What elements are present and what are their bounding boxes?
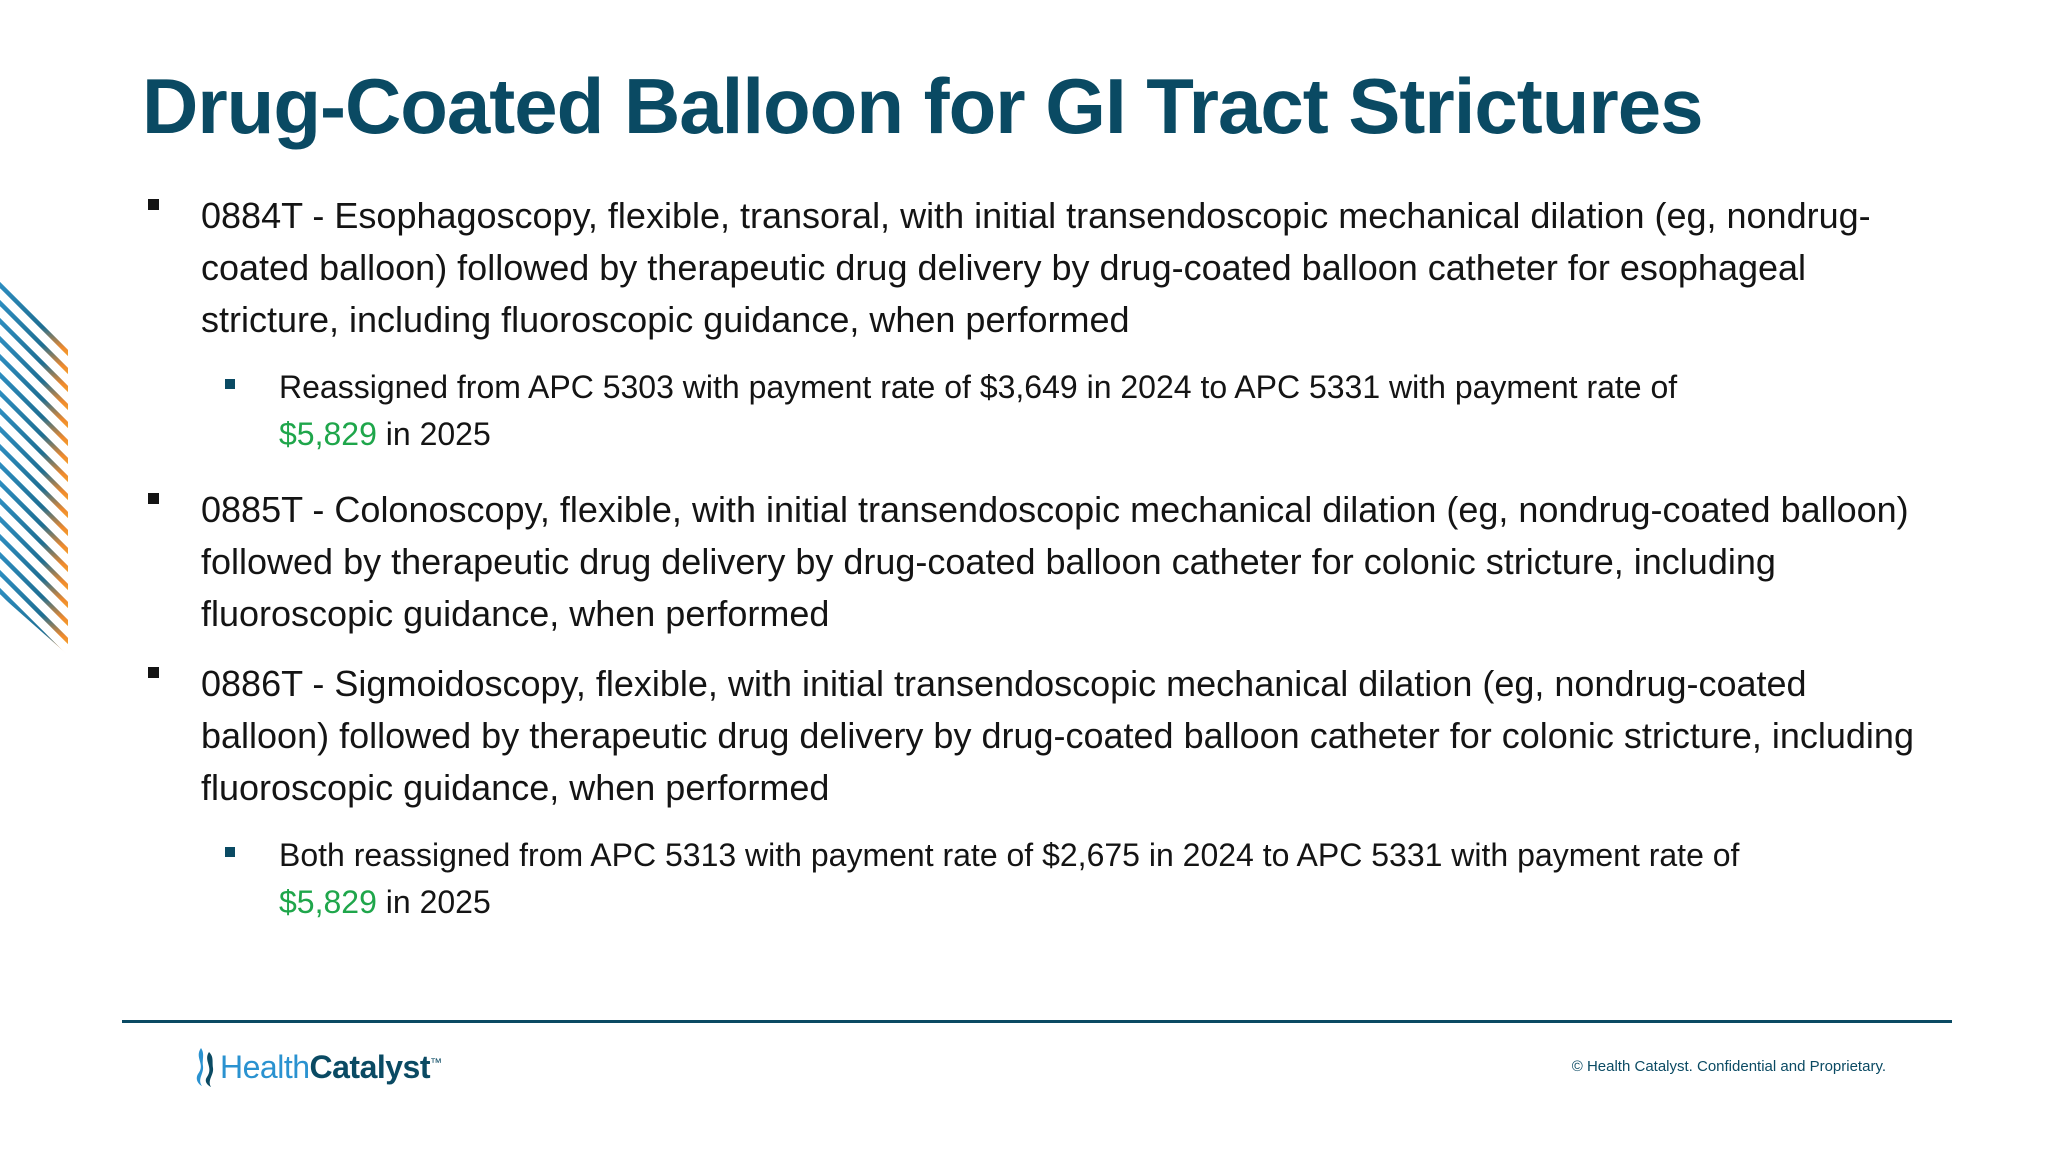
- square-bullet-icon: [148, 199, 159, 210]
- flame-icon: [192, 1046, 218, 1088]
- sub-item-0886t-payment: [142, 832, 1942, 926]
- payment-year: in 2025: [385, 416, 491, 452]
- decorative-stripes: [0, 215, 68, 655]
- item-text: 0886T - Sigmoidoscopy, flexible, with initial transendoscopic mechanical dilation (eg, nondrug-coated balloon) followed by therapeutic drug delivery by drug-coated balloon catheter for colonic stricture, including fluoroscopic guidance, when performed: [201, 663, 1914, 808]
- list-item-0886t: [142, 658, 1942, 814]
- slide-title: Drug-Coated Balloon for GI Tract Strictures: [142, 62, 1703, 150]
- list-item-0884t: [142, 190, 1942, 346]
- logo-word-health: Health: [220, 1048, 310, 1085]
- sub-item-0884t-payment: [142, 364, 1942, 458]
- confidentiality-note: © Health Catalyst. Confidential and Proprietary.: [1571, 1058, 1886, 1075]
- list-item-0885t: [142, 484, 1942, 640]
- sub-item-text: Both reassigned from APC 5313 with payment rate of $2,675 in 2024 to APC 5331 with payment rate of: [279, 837, 1740, 873]
- square-bullet-icon: [225, 379, 235, 389]
- payment-amount: $5,829: [279, 884, 377, 920]
- payment-year: in 2025: [385, 884, 491, 920]
- square-bullet-icon: [225, 847, 235, 857]
- logo-word-catalyst: Catalyst: [309, 1048, 430, 1085]
- item-text: 0884T - Esophagoscopy, flexible, transoral, with initial transendoscopic mechanical dilation (eg, nondrug-coated balloon) followed by therapeutic drug delivery by drug-coated balloon catheter for esophageal stricture, including fluoroscopic guidance, when performed: [201, 195, 1871, 340]
- square-bullet-icon: [148, 493, 159, 504]
- square-bullet-icon: [148, 667, 159, 678]
- payment-amount: $5,829: [279, 416, 377, 452]
- sub-item-text: Reassigned from APC 5303 with payment rate of $3,649 in 2024 to APC 5331 with payment rate of: [279, 369, 1678, 405]
- trademark-mark: ™: [430, 1054, 442, 1069]
- footer-divider: [122, 1020, 1952, 1023]
- slide-body: [142, 190, 1942, 952]
- health-catalyst-logo: [192, 1044, 442, 1090]
- item-text: 0885T - Colonoscopy, flexible, with initial transendoscopic mechanical dilation (eg, nondrug-coated balloon) followed by therapeutic drug delivery by drug-coated balloon catheter for colonic stricture, including fluoroscopic guidance, when performed: [201, 489, 1909, 634]
